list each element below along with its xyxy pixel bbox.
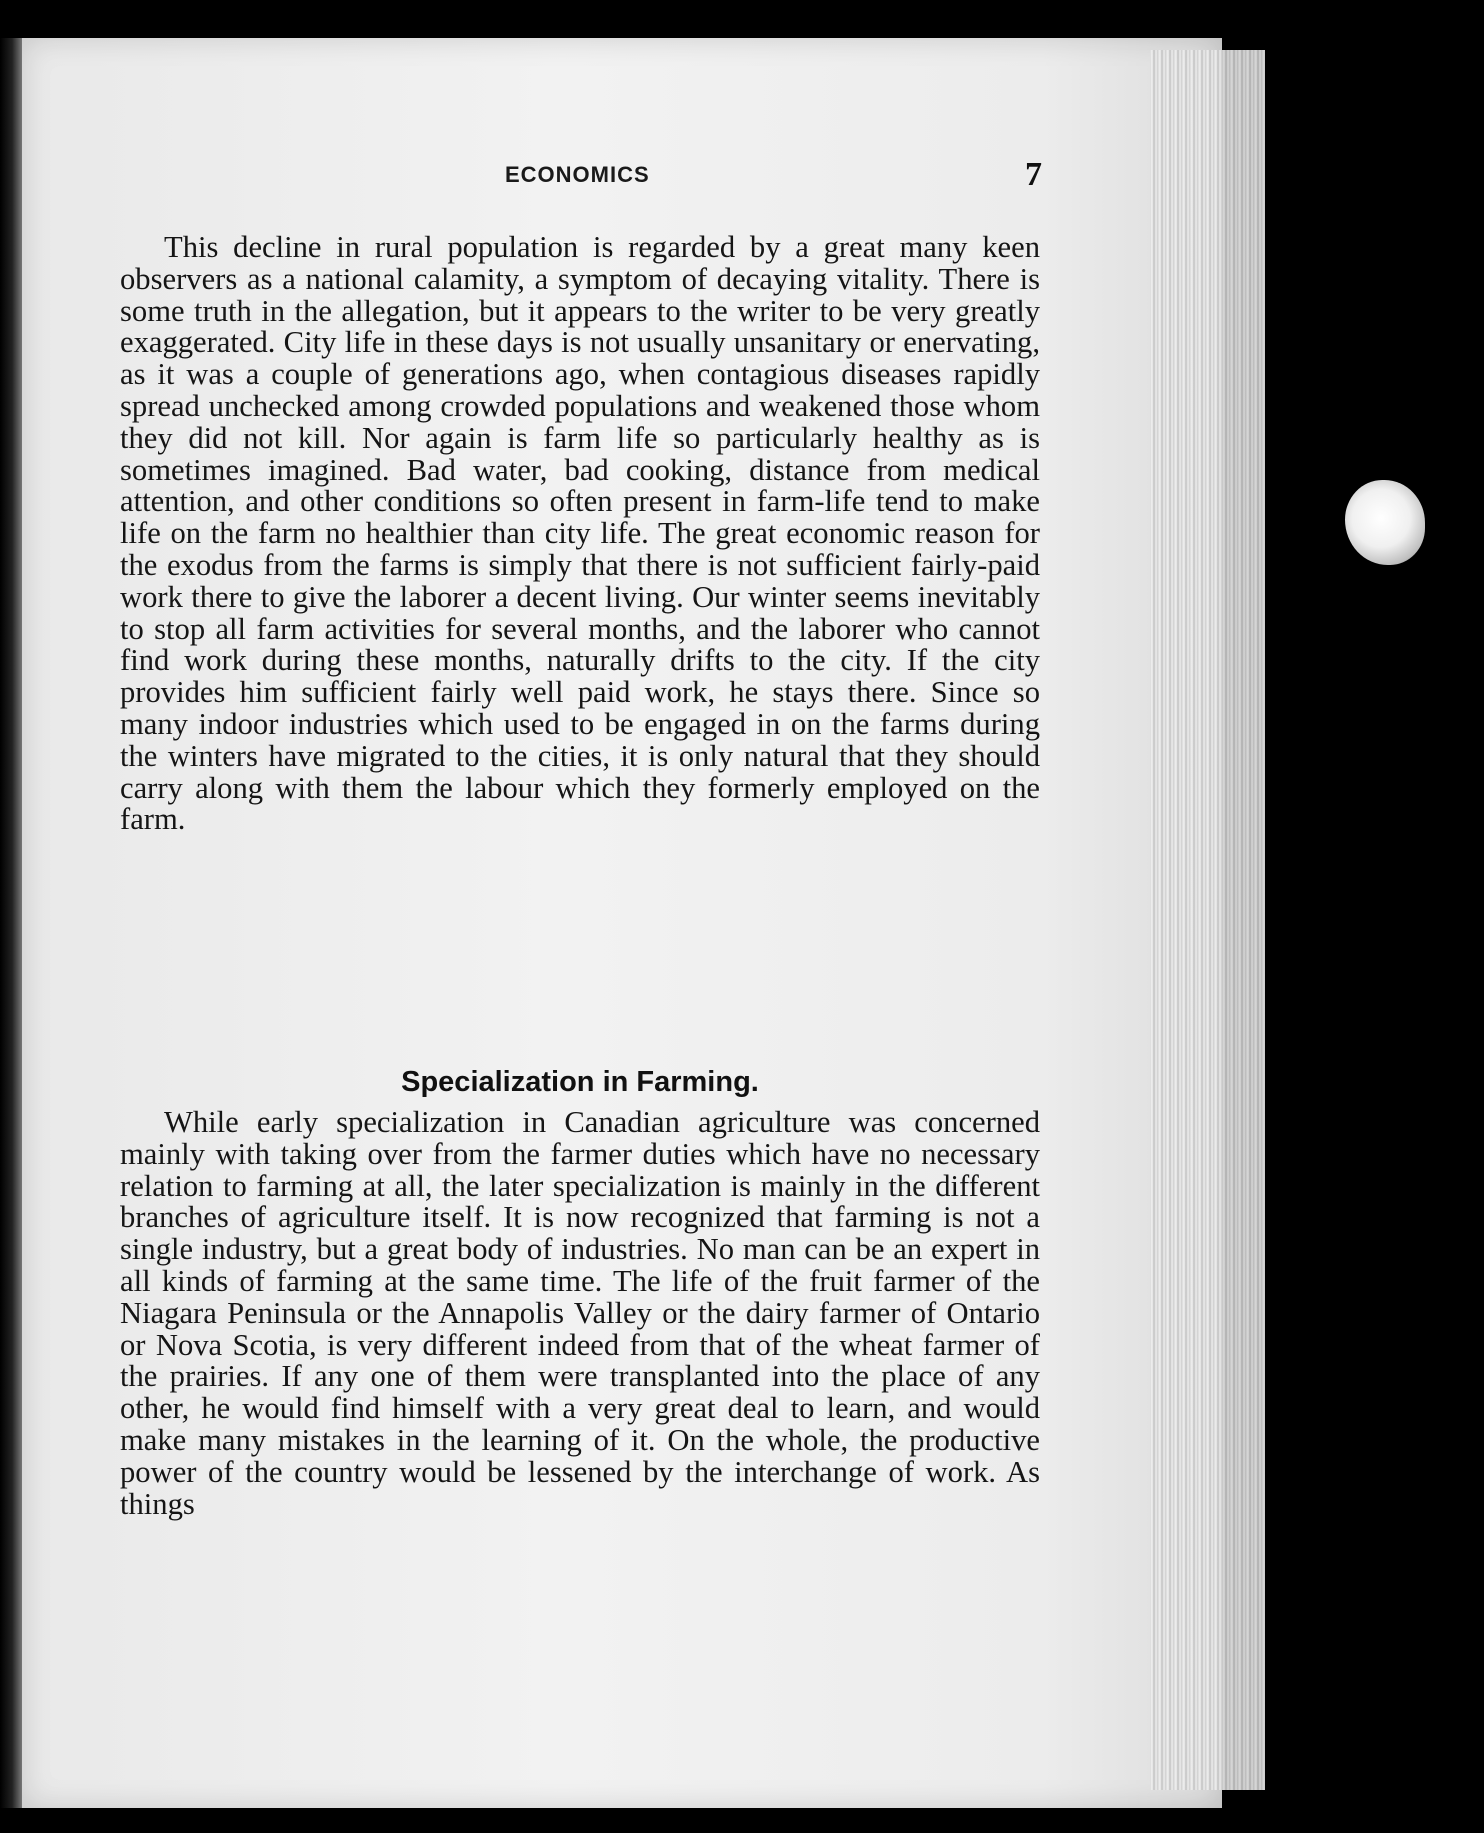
body-text-top [120, 232, 1040, 836]
section-heading: Specialization in Farming. [401, 1066, 759, 1098]
dark-background [1265, 40, 1484, 1833]
page-header [140, 156, 1050, 202]
book-spine-shadow [0, 38, 22, 1808]
running-title: ECONOMICS [505, 162, 650, 187]
page-number: 7 [1025, 156, 1042, 193]
paragraph: This decline in rural population is regarded by a great many keen observers as a national calamity, a symptom of decaying vitality. There is some truth in the allegation, but it appears to the writer to be very greatly exaggerated. City life in these days is not usually unsanitary or enervating, as it was a couple of generations ago, when contagious diseases rapidly spread unchecked among crowded populations and weakened those whom they did not kill. Nor again is farm life so particularly healthy as is sometimes imagined. Bad water, bad cooking, distance from medical attention, and other conditions so often present in farm-life tend to make life on the farm no healthier than city life. The great economic reason for the exodus from the farms is simply that there is not sufficient fairly-paid work there to give the laborer a decent living. Our winter seems inevitably to stop all farm activities for several months, and the laborer who cannot find work during these months, naturally drifts to the city. If the city provides him sufficient fairly well paid work, he stays there. Since so many indoor industries which used to be engaged in on the farms during the winters have migrated to the cities, it is only natural that they should carry along with them the labour which they formerly employed on the farm. [120, 230, 1040, 837]
body-text-bottom [120, 1107, 1040, 1520]
page-edges [1150, 50, 1270, 1790]
paragraph: While early specialization in Canadian agriculture was concerned mainly with taking over from the farmer duties which have no necessary relation to farming at all, the later specialization is mainly in the different branches of agriculture itself. It is now recognized that farming is not a single industry, but a great body of industries. No man can be an expert in all kinds of farming at the same time. The life of the fruit farmer of the Niagara Peninsula or the Annapolis Valley or the dairy farmer of Ontario or Nova Scotia, is very different indeed from that of the wheat farmer of the prairies. If any one of them were transplanted into the place of any other, he would find himself with a very great deal to learn, and would make many mistakes in the learning of it. On the whole, the productive power of the country would be lessened by the interchange of work. As things [120, 1105, 1040, 1521]
